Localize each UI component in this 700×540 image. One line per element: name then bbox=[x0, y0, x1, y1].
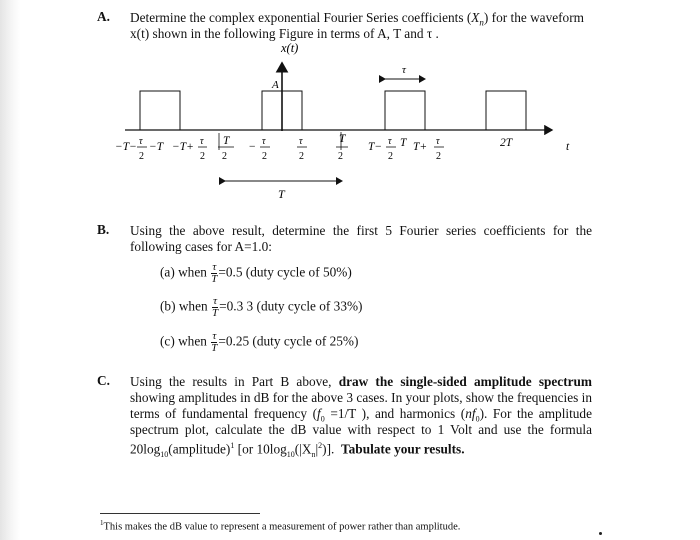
tick-minus-half-t-num: T bbox=[223, 135, 230, 147]
figure-title: x(t) bbox=[281, 41, 299, 55]
part-c-line-5: $20\log_{10}(amplitude)^1$ [or $10\log_{10}(|X_n|^2)$]. Tabulate your results. bbox=[130, 441, 465, 460]
case-c bbox=[160, 331, 358, 354]
part-b-line-1: Using the above result, determine the first 5 Fourier series coefficients for the bbox=[130, 223, 592, 238]
part-c-line-1: Using the results in Part B above, draw the single-sided amplitude spectrum bbox=[130, 374, 592, 389]
case-b-fraction: $\frac{\tau}{T}$ bbox=[211, 295, 219, 319]
tau-label: τ bbox=[402, 64, 406, 76]
tick-minus-half-t-den: 2 bbox=[222, 151, 227, 162]
case-a-prefix: (a) when bbox=[160, 264, 207, 280]
case-b-value: =0.3 3 (duty cycle of 33%) bbox=[219, 298, 363, 314]
tick-frac-den-3: 2 bbox=[262, 151, 267, 162]
footnote-mark: 1 bbox=[100, 519, 104, 527]
page-dot-mark bbox=[599, 532, 602, 535]
amplitude-label: A bbox=[272, 79, 279, 91]
tick-frac-num-6: τ bbox=[436, 136, 440, 147]
case-a bbox=[160, 262, 352, 285]
tick-frac-num-1: τ bbox=[139, 136, 143, 147]
pulse-minus-period bbox=[140, 91, 180, 130]
tick-frac-num-2: τ bbox=[200, 136, 204, 147]
part-a-line-1-pre: Determine the complex exponential Fourier Series coefficients ( bbox=[130, 10, 472, 25]
tick-frac-num-3: τ bbox=[262, 136, 266, 147]
case-c-value: =0.25 (duty cycle of 25%) bbox=[218, 333, 359, 349]
part-b-label: B. bbox=[97, 222, 110, 237]
part-b-line-2: following cases for A=1.0: bbox=[130, 239, 272, 254]
tick-t: T bbox=[400, 137, 407, 149]
tick-half-t-den: 2 bbox=[338, 151, 343, 162]
part-c-line-2: showing amplitudes in dB for the above 3 cases. In your plots, show the frequencies in bbox=[130, 390, 592, 405]
case-c-prefix: (c) when bbox=[160, 333, 207, 349]
part-c-line-4: spectrum plot, calculate the dB value with respect to 1 Volt and use the formula bbox=[130, 422, 592, 437]
case-a-fraction: $\frac{\tau}{T}$ bbox=[211, 261, 218, 285]
case-b bbox=[160, 296, 362, 319]
tick-minus-t-plus: −T+ bbox=[172, 141, 194, 153]
footnote bbox=[100, 519, 460, 533]
tick-frac-num-4: τ bbox=[299, 136, 303, 147]
part-a-line-2: x(t) shown in the following Figure in terms of A, T and τ . bbox=[130, 26, 439, 41]
tick-frac-den-1: 2 bbox=[139, 151, 144, 162]
case-b-prefix: (b) when bbox=[160, 298, 208, 314]
waveform-figure bbox=[0, 38, 700, 253]
time-axis-label: t bbox=[566, 141, 570, 153]
tick-minus-t-minus: −T− bbox=[115, 141, 137, 153]
tick-frac-num-5: τ bbox=[388, 136, 392, 147]
footnote-text: This makes the dB value to represent a measurement of power rather than amplitude. bbox=[103, 521, 461, 533]
case-c-fraction: $\frac{\tau}{T}$ bbox=[211, 330, 218, 354]
part-c-line-3: terms of fundamental frequency ($f_0 =1/T$ ), and harmonics $(nf_0)$. For the amplitude bbox=[130, 406, 592, 424]
tick-labels bbox=[115, 132, 514, 162]
tick-frac-den-4: 2 bbox=[299, 151, 304, 162]
tick-t-plus: T+ bbox=[413, 141, 428, 153]
part-a-line-1-post: ) for the waveform bbox=[483, 10, 584, 25]
tick-half-t-num: T bbox=[339, 133, 346, 145]
tick-frac-den-5: 2 bbox=[388, 151, 393, 162]
tick-t-minus: T− bbox=[368, 141, 383, 153]
tick-frac-den-2: 2 bbox=[200, 151, 205, 162]
tick-minus-t: −T bbox=[149, 141, 164, 153]
tick-minus-sign: − bbox=[249, 141, 256, 153]
coef-subscript: n bbox=[479, 17, 484, 28]
period-label: T bbox=[278, 187, 285, 201]
pulse-plus-period bbox=[385, 91, 425, 130]
tick-frac-den-6: 2 bbox=[436, 151, 441, 162]
part-c-label: C. bbox=[97, 373, 110, 388]
part-a-label: A. bbox=[97, 9, 110, 24]
footnote-rule bbox=[100, 513, 260, 514]
tick-two-t: 2T bbox=[500, 137, 513, 149]
case-a-value: =0.5 (duty cycle of 50%) bbox=[218, 264, 352, 280]
coef-symbol: X bbox=[471, 10, 480, 25]
pulse-two-period bbox=[486, 91, 526, 130]
